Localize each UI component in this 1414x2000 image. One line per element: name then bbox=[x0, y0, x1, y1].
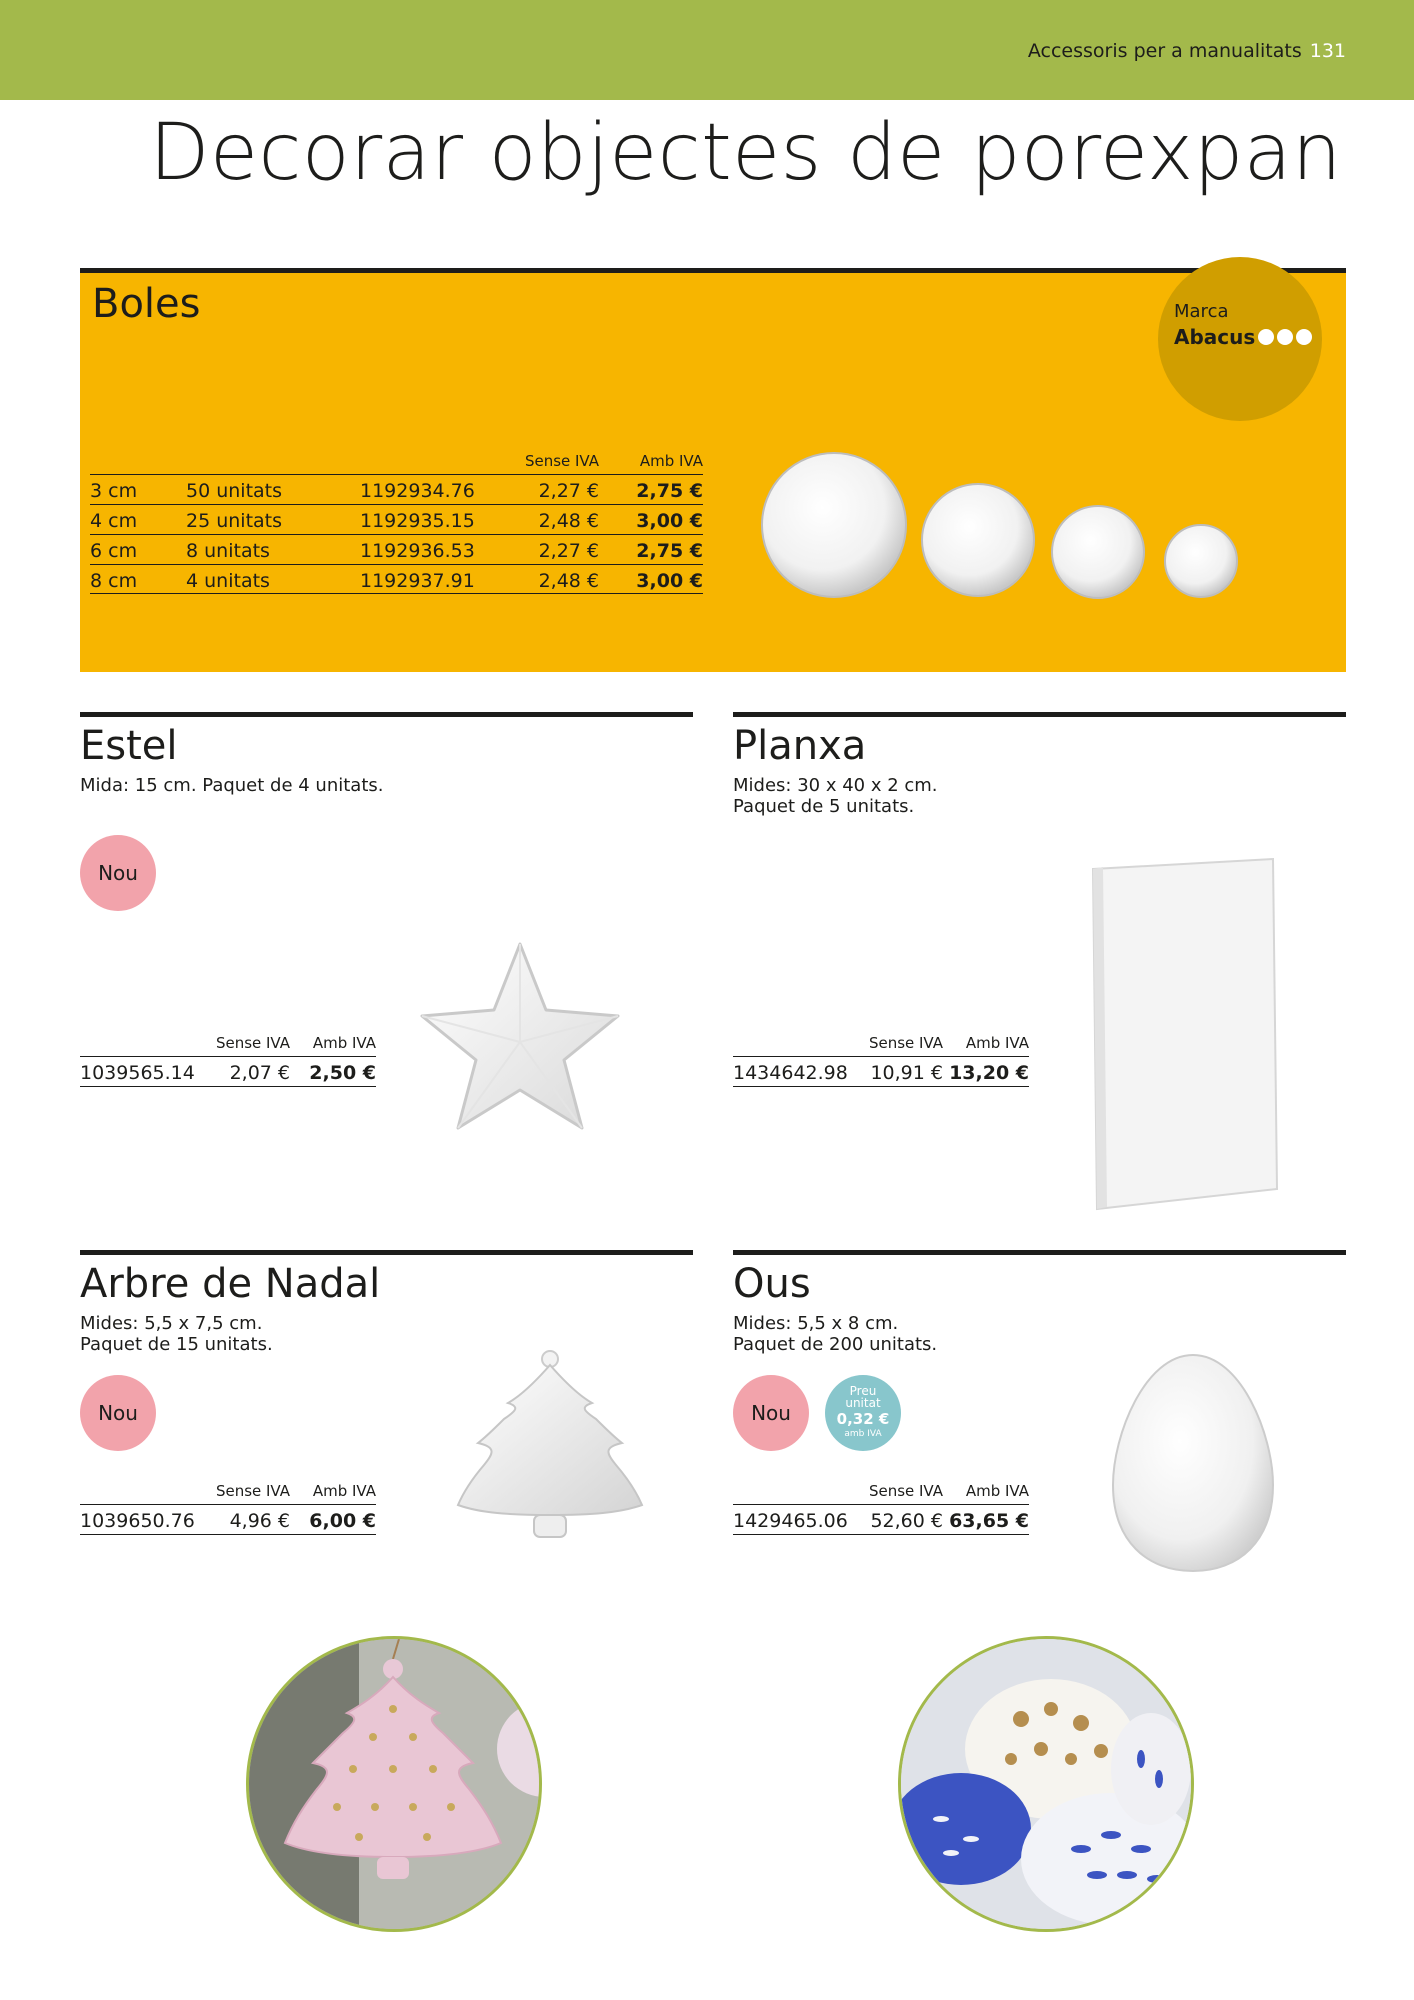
col-without-vat: Sense IVA bbox=[215, 1482, 290, 1500]
price: 2,27 € bbox=[538, 540, 599, 562]
price-vat: 2,50 € bbox=[309, 1062, 376, 1084]
unit-price-label bbox=[825, 1385, 901, 1409]
arbre-title: Arbre de Nadal bbox=[80, 1261, 381, 1307]
price-vat: 2,75 € bbox=[636, 480, 703, 502]
table-row bbox=[80, 1056, 376, 1087]
planxa-price-table bbox=[733, 1032, 1029, 1087]
arbre-price-table bbox=[80, 1480, 376, 1535]
new-badge: Nou bbox=[80, 835, 156, 911]
price: 2,27 € bbox=[538, 480, 599, 502]
boles-title: Boles bbox=[92, 281, 201, 327]
table-row bbox=[80, 1504, 376, 1535]
price-vat: 3,00 € bbox=[636, 510, 703, 532]
reference: 1039565.14 bbox=[80, 1062, 195, 1084]
price: 10,91 € bbox=[870, 1062, 943, 1084]
units: 50 unitats bbox=[186, 480, 283, 502]
page-header bbox=[0, 0, 1414, 100]
star-image bbox=[400, 932, 640, 1142]
tree-image bbox=[450, 1345, 650, 1605]
egg-image bbox=[1103, 1345, 1283, 1585]
page-title: Decorar objectes de porexpan bbox=[149, 108, 1342, 198]
brand-name-text: Abacus bbox=[1174, 325, 1256, 349]
col-with-vat: Amb IVA bbox=[965, 1482, 1029, 1500]
decorated-eggs-illustration bbox=[901, 1639, 1194, 1932]
ous-description: Mides: 5,5 x 8 cm. Paquet de 200 unitats. bbox=[733, 1313, 938, 1355]
col-with-vat: Amb IVA bbox=[639, 452, 703, 470]
boles-section bbox=[80, 268, 1346, 672]
polystyrene-balls-image bbox=[80, 273, 1346, 677]
units: 4 unitats bbox=[186, 570, 270, 592]
price: 2,48 € bbox=[538, 510, 599, 532]
estel-description: Mida: 15 cm. Paquet de 4 unitats. bbox=[80, 775, 384, 796]
section-name: Accessoris per a manualitats bbox=[1027, 40, 1302, 62]
reference: 1192937.91 bbox=[360, 570, 475, 592]
units: 25 unitats bbox=[186, 510, 283, 532]
price: 2,48 € bbox=[538, 570, 599, 592]
col-without-vat: Sense IVA bbox=[868, 1034, 943, 1052]
col-without-vat: Sense IVA bbox=[215, 1034, 290, 1052]
table-row bbox=[733, 1056, 1029, 1087]
section-title bbox=[1028, 40, 1346, 62]
price-vat: 63,65 € bbox=[949, 1510, 1029, 1532]
price: 4,96 € bbox=[229, 1510, 290, 1532]
board-image bbox=[1083, 857, 1303, 1217]
ous-price-table bbox=[733, 1480, 1029, 1535]
estel-title: Estel bbox=[80, 723, 178, 769]
size: 8 cm bbox=[90, 570, 138, 592]
col-without-vat: Sense IVA bbox=[868, 1482, 943, 1500]
reference: 1434642.98 bbox=[733, 1062, 848, 1084]
reference: 1192935.15 bbox=[360, 510, 475, 532]
table-header bbox=[733, 1032, 1029, 1056]
unit-price-label-2: unitat bbox=[845, 1396, 881, 1410]
unit-price-value: 0,32 € bbox=[836, 1410, 890, 1428]
unit-price-label-1: Preu bbox=[849, 1384, 877, 1398]
table-row bbox=[733, 1504, 1029, 1535]
table-header bbox=[80, 1032, 376, 1056]
new-badge: Nou bbox=[733, 1375, 809, 1451]
decorated-tree-photo bbox=[246, 1636, 542, 1932]
size: 6 cm bbox=[90, 540, 138, 562]
ous-title: Ous bbox=[733, 1261, 811, 1307]
table-header bbox=[80, 1480, 376, 1504]
reference: 1192934.76 bbox=[360, 480, 475, 502]
size: 4 cm bbox=[90, 510, 138, 532]
reference: 1192936.53 bbox=[360, 540, 475, 562]
price: 52,60 € bbox=[870, 1510, 943, 1532]
price-vat: 13,20 € bbox=[949, 1062, 1029, 1084]
unit-price-vat: amb IVA bbox=[844, 1429, 882, 1439]
table-header bbox=[733, 1480, 1029, 1504]
price-vat: 6,00 € bbox=[309, 1510, 376, 1532]
planxa-title: Planxa bbox=[733, 723, 867, 769]
price: 2,07 € bbox=[229, 1062, 290, 1084]
arbre-section bbox=[80, 1250, 693, 1590]
price-vat: 2,75 € bbox=[636, 540, 703, 562]
brand-label: Marca bbox=[1174, 301, 1229, 322]
arbre-description: Mides: 5,5 x 7,5 cm. Paquet de 15 unitats. bbox=[80, 1313, 273, 1355]
reference: 1429465.06 bbox=[733, 1510, 848, 1532]
decorated-eggs-photo bbox=[898, 1636, 1194, 1932]
price-vat: 3,00 € bbox=[636, 570, 703, 592]
ous-section bbox=[733, 1250, 1346, 1590]
size: 3 cm bbox=[90, 480, 138, 502]
new-badge: Nou bbox=[80, 1375, 156, 1451]
units: 8 unitats bbox=[186, 540, 270, 562]
page-number: 131 bbox=[1309, 40, 1346, 62]
planxa-description: Mides: 30 x 40 x 2 cm. Paquet de 5 unitats. bbox=[733, 775, 938, 817]
col-with-vat: Amb IVA bbox=[965, 1034, 1029, 1052]
col-without-vat: Sense IVA bbox=[524, 452, 599, 470]
planxa-section bbox=[733, 712, 1346, 1212]
reference: 1039650.76 bbox=[80, 1510, 195, 1532]
col-with-vat: Amb IVA bbox=[312, 1482, 376, 1500]
estel-section bbox=[80, 712, 693, 1212]
estel-price-table bbox=[80, 1032, 376, 1087]
col-with-vat: Amb IVA bbox=[312, 1034, 376, 1052]
decorated-tree-illustration bbox=[249, 1639, 542, 1932]
unit-price-badge bbox=[825, 1375, 901, 1451]
